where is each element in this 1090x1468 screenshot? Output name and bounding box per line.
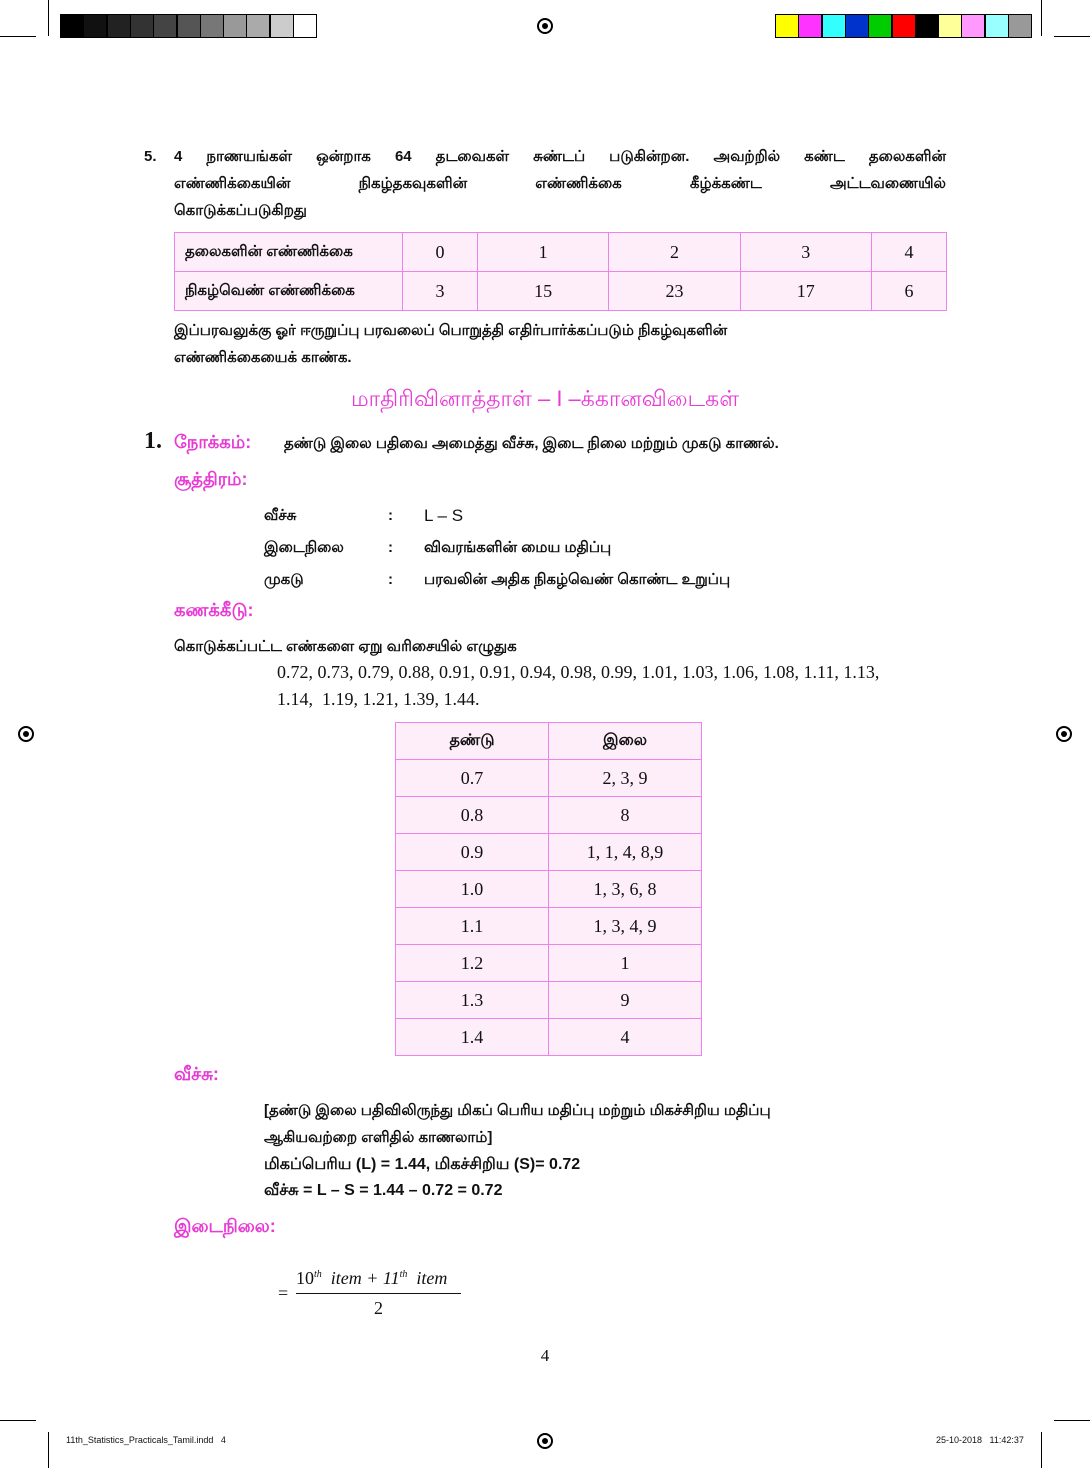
- range-text: ஆகியவற்றை எளிதில் காணலாம்]: [264, 1129, 493, 1146]
- leaf-cell: 4: [549, 1019, 702, 1056]
- stem-cell: 1.4: [396, 1019, 549, 1056]
- formula-definition: விவரங்களின் மைய மதிப்பு: [424, 539, 612, 556]
- color-swatch: [83, 14, 107, 38]
- formula-label: சூத்திரம்:: [174, 469, 248, 489]
- formula-term: இடைநிலை: [264, 539, 344, 556]
- color-swatch: [845, 14, 869, 38]
- stem-cell: 1.0: [396, 871, 549, 908]
- registration-mark-icon: [18, 726, 34, 742]
- crop-mark: [1054, 1420, 1090, 1421]
- table-row: [175, 272, 947, 311]
- footer-filename: 11th_Statistics_Practicals_Tamil.indd 4: [66, 1435, 226, 1445]
- formula-colon: :: [388, 539, 393, 556]
- formula-colon: :: [388, 507, 393, 524]
- table-cell: 1: [478, 233, 609, 272]
- formula-term: வீச்சு: [264, 507, 297, 524]
- section-title: மாதிரிவினாத்தாள் – I –க்கானவிடைகள்: [350, 386, 740, 411]
- color-swatch: [868, 14, 892, 38]
- instruction-text: கொடுக்கப்பட்ட எண்களை ஏறு வரிசையில் எழுதுக: [174, 638, 517, 655]
- formula-definition: L – S: [424, 506, 464, 525]
- table-header-row: [396, 723, 702, 760]
- formula-term: முகடு: [264, 571, 304, 588]
- table-row: [396, 760, 702, 797]
- calculation-label: கணக்கீடு:: [174, 600, 254, 620]
- column-header-leaf: இலை: [549, 723, 702, 760]
- table-cell: 23: [609, 272, 740, 311]
- crop-mark: [1054, 36, 1090, 37]
- color-swatch: [798, 14, 822, 38]
- equals-sign: =: [278, 1283, 289, 1303]
- crop-mark: [48, 1432, 49, 1468]
- color-swatch: [223, 14, 247, 38]
- stem-leaf-table: [395, 722, 702, 1056]
- color-swatch: [107, 14, 131, 38]
- table-row: [396, 871, 702, 908]
- column-header-stem: தண்டு: [396, 723, 549, 760]
- question-text: இப்பரவலுக்கு ஓர் ஈருறுப்பு பரவலைப் பொறுத்தி எதிர்பார்க்கப்படும் நிகழ்வுகளின்: [174, 322, 728, 339]
- leaf-cell: 8: [549, 797, 702, 834]
- median-formula-numerator: [296, 1268, 447, 1289]
- stem-cell: 0.7: [396, 760, 549, 797]
- sorted-values: 1.14, 1.19, 1.21, 1.39, 1.44.: [277, 689, 480, 709]
- range-values: மிகப்பெரிய (L) = 1.44, மிகச்சிறிய (S)= 0.72: [264, 1156, 581, 1173]
- leaf-cell: 1, 1, 4, 8,9: [549, 834, 702, 871]
- registration-mark-icon: [537, 1433, 553, 1449]
- crop-mark: [0, 36, 36, 37]
- table-cell: 6: [871, 272, 946, 311]
- table-row: [396, 1019, 702, 1056]
- color-swatch: [915, 14, 939, 38]
- median-label: இடைநிலை:: [174, 1216, 276, 1236]
- formula-colon: :: [388, 571, 393, 588]
- answer-number: 1.: [144, 428, 162, 454]
- color-swatch: [938, 14, 962, 38]
- registration-mark-icon: [537, 18, 553, 34]
- color-swatch: [822, 14, 846, 38]
- fraction-bar: [296, 1293, 461, 1294]
- formula-definition: பரவலின் அதிக நிகழ்வெண் கொண்ட உறுப்பு: [424, 571, 731, 588]
- row-header: நிகழ்வெண் எண்ணிக்கை: [175, 272, 403, 311]
- stem-cell: 0.8: [396, 797, 549, 834]
- median-formula-denominator: 2: [374, 1298, 383, 1318]
- table-row: [396, 908, 702, 945]
- color-swatch: [270, 14, 294, 38]
- table-cell: 4: [871, 233, 946, 272]
- color-swatch: [775, 14, 799, 38]
- crop-mark: [48, 0, 49, 36]
- crop-mark: [1041, 1432, 1042, 1468]
- registration-mark-icon: [1056, 726, 1072, 742]
- color-swatch: [153, 14, 177, 38]
- superscript: th: [314, 1269, 322, 1280]
- table-row: [396, 797, 702, 834]
- color-swatch: [246, 14, 270, 38]
- color-swatch: [177, 14, 201, 38]
- question-text: எண்ணிக்கையைக் காண்க.: [174, 349, 352, 366]
- table-cell: 3: [403, 272, 478, 311]
- aim-text: தண்டு இலை பதிவை அமைத்து வீச்சு, இடை நிலை மற்றும் முகடு காணல்.: [284, 435, 779, 452]
- color-swatch: [60, 14, 84, 38]
- color-swatch: [200, 14, 224, 38]
- leaf-cell: 9: [549, 982, 702, 1019]
- leaf-cell: 1: [549, 945, 702, 982]
- stem-cell: 1.1: [396, 908, 549, 945]
- leaf-cell: 1, 3, 6, 8: [549, 871, 702, 908]
- table-cell: 15: [478, 272, 609, 311]
- leaf-cell: 2, 3, 9: [549, 760, 702, 797]
- range-text: [தண்டு இலை பதிவிலிருந்து மிகப் பெரிய மதிப்பு மற்றும் மிகச்சிறிய மதிப்பு: [264, 1102, 771, 1119]
- question-text: 4 நாணயங்கள் ஒன்றாக 64 தடவைகள் சுண்டப் படுகின்றன. அவற்றில் கண்ட தலைகளின்: [174, 148, 946, 165]
- page-number: 4: [540, 1346, 550, 1365]
- superscript: th: [399, 1269, 408, 1280]
- stem-cell: 1.2: [396, 945, 549, 982]
- table-cell: 0: [403, 233, 478, 272]
- color-swatch: [1008, 14, 1032, 38]
- color-swatch: [130, 14, 154, 38]
- table-row: [396, 982, 702, 1019]
- range-label: வீச்சு:: [174, 1064, 219, 1084]
- crop-mark: [0, 1420, 36, 1421]
- question-number: 5.: [144, 148, 157, 165]
- table-cell: 3: [740, 233, 871, 272]
- footer-datetime: 25-10-2018 11:42:37: [936, 1435, 1024, 1445]
- color-swatch: [293, 14, 317, 38]
- question-text: கொடுக்கப்படுகிறது: [174, 202, 307, 219]
- sorted-values: 0.72, 0.73, 0.79, 0.88, 0.91, 0.91, 0.94, 0.98, 0.99, 1.01, 1.03, 1.06, 1.08, 1.11, 1.13,: [277, 662, 880, 682]
- frequency-table: [174, 232, 947, 311]
- table-row: [396, 945, 702, 982]
- row-header: தலைகளின் எண்ணிக்கை: [175, 233, 403, 272]
- stem-cell: 1.3: [396, 982, 549, 1019]
- color-swatch: [892, 14, 916, 38]
- crop-mark: [1041, 0, 1042, 36]
- formula-text: 10: [296, 1268, 314, 1288]
- question-text: எண்ணிக்கையின் நிகழ்தகவுகளின் எண்ணிக்கை கீழ்க்கண்ட அட்டவணையில்: [174, 175, 946, 192]
- formula-text: item: [416, 1268, 448, 1288]
- table-cell: 17: [740, 272, 871, 311]
- formula-text: item + 11: [330, 1268, 400, 1288]
- table-cell: 2: [609, 233, 740, 272]
- stem-cell: 0.9: [396, 834, 549, 871]
- table-row: [175, 233, 947, 272]
- leaf-cell: 1, 3, 4, 9: [549, 908, 702, 945]
- color-swatch: [961, 14, 985, 38]
- aim-label: நோக்கம்:: [174, 432, 252, 452]
- range-calculation: வீச்சு = L – S = 1.44 – 0.72 = 0.72: [264, 1182, 503, 1199]
- table-row: [396, 834, 702, 871]
- color-swatch: [985, 14, 1009, 38]
